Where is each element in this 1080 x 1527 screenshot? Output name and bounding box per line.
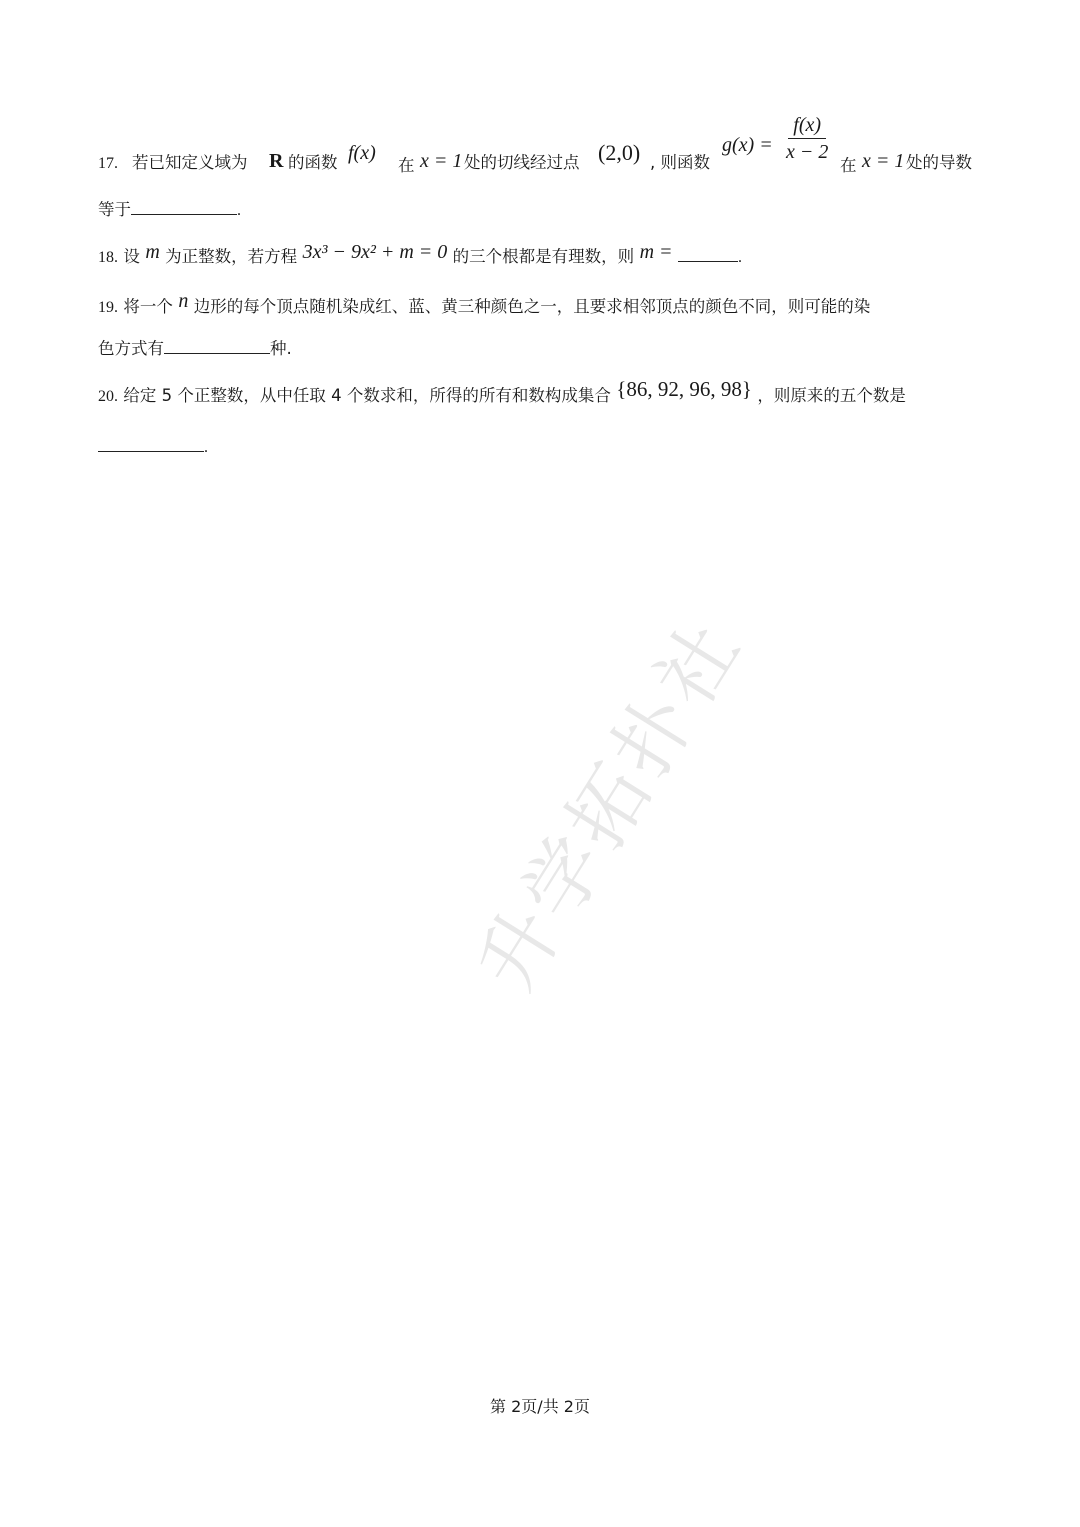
question-text: , 则函数 [650,153,710,172]
math-set: {86, 92, 96, 98} [616,377,752,401]
math-equation: 3x³ − 9x² + m = 0 [302,241,448,263]
question-text: 在 [840,156,857,175]
punctuation: . [737,249,742,266]
math-m-eq: m = [639,241,673,263]
question-number: 17. [98,155,118,172]
math-point: (2,0) [598,140,641,165]
punctuation: . [237,202,241,219]
answer-blank [131,213,237,215]
page-footer: 第 2页/共 2页 [490,1397,590,1416]
question-text: 将一个 [123,297,173,316]
question-text: ，则原来的五个数是 [757,386,906,405]
question-text: 的三个根都是有理数，则 [452,247,635,266]
question-text: 为正整数，若方程 [165,247,298,266]
question-number: 18. [98,249,118,266]
answer-blank [164,352,270,354]
math-x-eq-1: x = 1 [420,150,463,172]
math-set-R: R [269,150,284,172]
question-text: 边形的每个顶点随机染成红、蓝、黄三种颜色之一，且要求相邻顶点的颜色不同，则可能的染 [193,297,871,316]
question-text: 处的切线经过点 [464,153,580,172]
question-number: 19. [98,299,118,316]
question-text: 在 [398,156,415,175]
fraction-numerator: f(x) [793,114,822,136]
question-text: 处的导数 [906,153,972,172]
question-18 [98,241,742,266]
question-text: 种. [270,339,292,358]
math-fraction [786,112,828,165]
question-text: 若已知定义域为 [132,153,248,172]
math-fx: f(x) [348,142,376,164]
watermark: 升学拓扑社 [461,602,761,1007]
question-20 [98,377,906,456]
question-text: 等于 [98,200,131,219]
question-19 [98,290,871,358]
punctuation: . [204,439,208,456]
math-x-eq-1: x = 1 [862,150,905,172]
math-m: m [145,241,160,263]
question-text: 设 [123,247,140,266]
question-text: 色方式有 [98,339,164,358]
answer-blank [678,260,738,262]
question-number: 20. [98,388,118,405]
fraction-denominator: x − 2 [786,141,829,163]
answer-blank [98,450,204,452]
question-17 [98,114,972,242]
question-text: 给定 5 个正整数，从中任取 4 个数求和，所得的所有和数构成集合 [123,386,611,405]
question-text: 的函数 [288,153,338,172]
math-n: n [178,290,189,312]
math-gx: g(x) = [722,134,773,156]
